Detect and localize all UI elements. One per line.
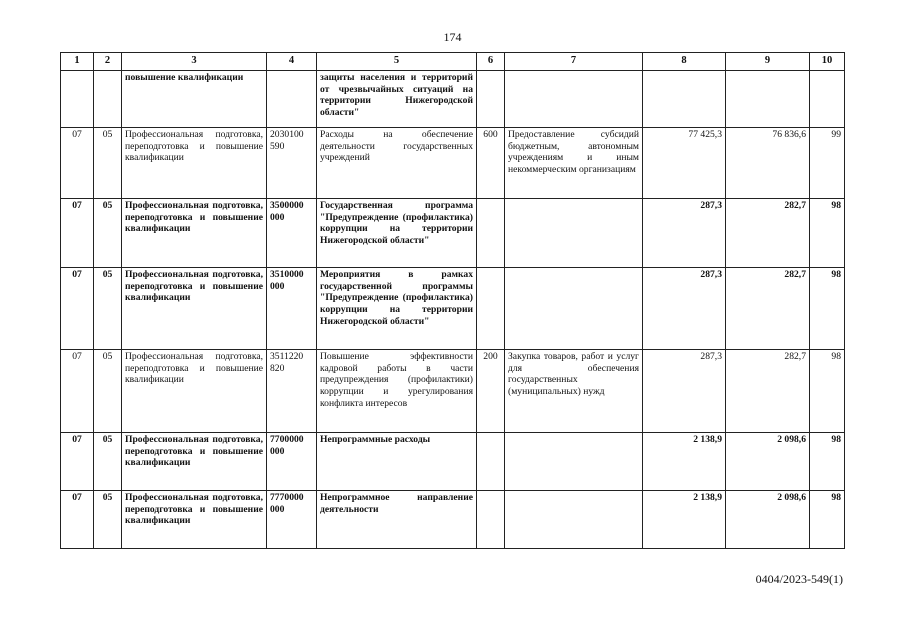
table-cell-col-1: 07	[61, 349, 94, 432]
table-cell-col-4	[267, 70, 317, 127]
table-cell-col-3: Профессиональная подготовка, переподготовка и повышение квалификации	[122, 349, 267, 432]
table-cell-col-10	[810, 70, 845, 127]
header-col-10: 10	[810, 53, 845, 71]
table-cell-col-7: Закупка товаров, работ и услуг для обеспечения государственных (муниципальных) нужд	[505, 349, 643, 432]
table-cell-col-2: 05	[94, 198, 122, 267]
table-cell-col-10: 98	[810, 490, 845, 548]
table-row	[61, 432, 845, 490]
table-row	[61, 70, 845, 127]
table-header-row	[61, 53, 845, 71]
table-cell-col-6	[477, 432, 505, 490]
table-cell-col-1: 07	[61, 267, 94, 349]
header-col-9: 9	[726, 53, 810, 71]
table-cell-col-8: 2 138,9	[643, 490, 726, 548]
table-cell-col-2: 05	[94, 490, 122, 548]
table-cell-col-5: Непрограммное направление деятельности	[317, 490, 477, 548]
budget-table	[60, 52, 845, 549]
table-cell-col-3: Профессиональная подготовка, переподготовка и повышение квалификации	[122, 127, 267, 198]
table-body	[61, 70, 845, 548]
table-cell-col-1: 07	[61, 127, 94, 198]
table-cell-col-10: 99	[810, 127, 845, 198]
table-cell-col-9: 282,7	[726, 198, 810, 267]
table-cell-col-2: 05	[94, 432, 122, 490]
table-cell-col-7	[505, 70, 643, 127]
table-cell-col-3: Профессиональная подготовка, переподготовка и повышение квалификации	[122, 432, 267, 490]
header-col-4: 4	[267, 53, 317, 71]
table-cell-col-6	[477, 267, 505, 349]
header-col-2: 2	[94, 53, 122, 71]
table-cell-col-7: Предоставление субсидий бюджетным, автономным учреждениям и иным некоммерческим организациям	[505, 127, 643, 198]
table-row	[61, 349, 845, 432]
table-cell-col-6	[477, 70, 505, 127]
table-cell-col-2: 05	[94, 349, 122, 432]
table-cell-col-8: 287,3	[643, 349, 726, 432]
table-cell-col-2: 05	[94, 267, 122, 349]
table-row	[61, 490, 845, 548]
document-reference: 0404/2023-549(1)	[755, 572, 843, 586]
table-cell-col-2: 05	[94, 127, 122, 198]
table-cell-col-4: 3510000 000	[267, 267, 317, 349]
page-number: 174	[443, 30, 462, 44]
table-cell-col-2	[94, 70, 122, 127]
table-cell-col-7	[505, 267, 643, 349]
table-cell-col-6: 200	[477, 349, 505, 432]
table-row	[61, 127, 845, 198]
table-cell-col-3: повышение квалификации	[122, 70, 267, 127]
table-cell-col-6	[477, 198, 505, 267]
table-cell-col-6: 600	[477, 127, 505, 198]
table-cell-col-5: Непрограммные расходы	[317, 432, 477, 490]
header-col-5: 5	[317, 53, 477, 71]
table-cell-col-7	[505, 432, 643, 490]
table-cell-col-5: Мероприятия в рамках государственной программы "Предупреждение (профилактика) коррупции на территории Нижегородской области"	[317, 267, 477, 349]
table-cell-col-8: 2 138,9	[643, 432, 726, 490]
table-cell-col-10: 98	[810, 267, 845, 349]
table-cell-col-8	[643, 70, 726, 127]
table-cell-col-7	[505, 490, 643, 548]
table-cell-col-5: Государственная программа "Предупреждение (профилактика) коррупции на территории Нижегородской области"	[317, 198, 477, 267]
table-cell-col-7	[505, 198, 643, 267]
header-col-1: 1	[61, 53, 94, 71]
table-cell-col-9	[726, 70, 810, 127]
table-cell-col-1: 07	[61, 198, 94, 267]
table-row	[61, 198, 845, 267]
table-cell-col-1: 07	[61, 432, 94, 490]
table-cell-col-9: 2 098,6	[726, 490, 810, 548]
header-col-3: 3	[122, 53, 267, 71]
table-cell-col-4: 7770000 000	[267, 490, 317, 548]
table-cell-col-9: 282,7	[726, 267, 810, 349]
table-cell-col-9: 282,7	[726, 349, 810, 432]
table-cell-col-5: Повышение эффективности кадровой работы в части предупреждения (профилактики) коррупции и урегулирования конфликта интересов	[317, 349, 477, 432]
table-cell-col-4: 7700000 000	[267, 432, 317, 490]
table-cell-col-1: 07	[61, 490, 94, 548]
table-cell-col-4: 3511220 820	[267, 349, 317, 432]
table-cell-col-10: 98	[810, 432, 845, 490]
table-row	[61, 267, 845, 349]
table-cell-col-10: 98	[810, 349, 845, 432]
header-col-7: 7	[505, 53, 643, 71]
table-cell-col-10: 98	[810, 198, 845, 267]
table-cell-col-8: 287,3	[643, 267, 726, 349]
table-cell-col-4: 2030100 590	[267, 127, 317, 198]
header-col-6: 6	[477, 53, 505, 71]
table-cell-col-3: Профессиональная подготовка, переподготовка и повышение квалификации	[122, 198, 267, 267]
table-cell-col-9: 2 098,6	[726, 432, 810, 490]
table-cell-col-5: Расходы на обеспечение деятельности государственных учреждений	[317, 127, 477, 198]
table-cell-col-1	[61, 70, 94, 127]
header-col-8: 8	[643, 53, 726, 71]
table-cell-col-8: 287,3	[643, 198, 726, 267]
table-cell-col-3: Профессиональная подготовка, переподготовка и повышение квалификации	[122, 490, 267, 548]
table-cell-col-9: 76 836,6	[726, 127, 810, 198]
table-cell-col-4: 3500000 000	[267, 198, 317, 267]
table-cell-col-8: 77 425,3	[643, 127, 726, 198]
table-cell-col-6	[477, 490, 505, 548]
table-cell-col-3: Профессиональная подготовка, переподготовка и повышение квалификации	[122, 267, 267, 349]
table-cell-col-5: защиты населения и территорий от чрезвычайных ситуаций на территории Нижегородской области"	[317, 70, 477, 127]
